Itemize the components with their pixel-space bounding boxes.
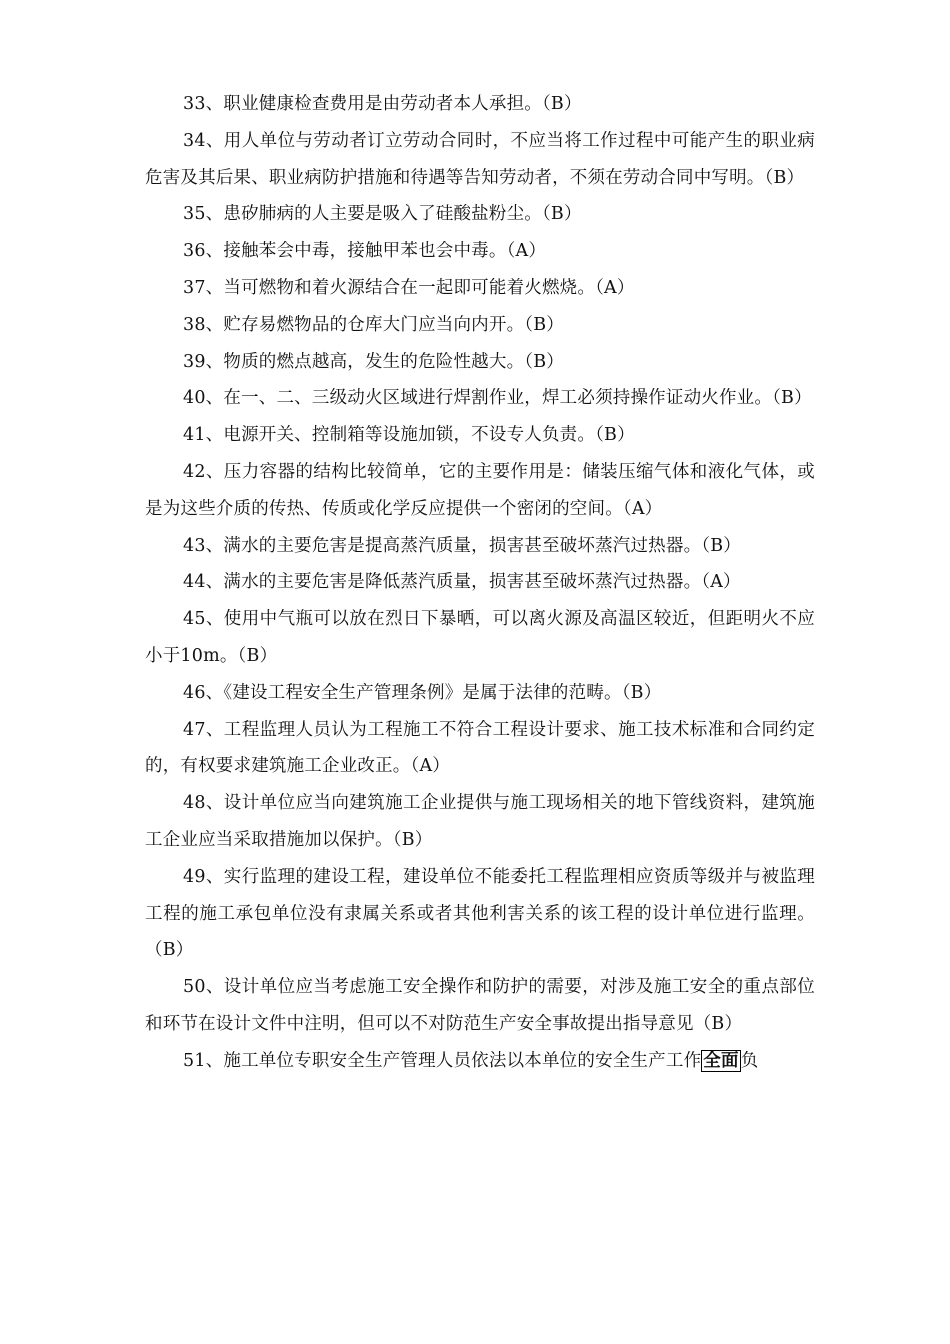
question-item-36: 36、接触苯会中毒，接触甲苯也会中毒。（A） xyxy=(183,241,547,262)
question-item-44: 44、满水的主要危害是降低蒸汽质量，损害甚至破坏蒸汽过热器。（A） xyxy=(183,572,741,593)
question-item-42: 42、压力容器的结构比较简单，它的主要作用是：储装压缩气体和液化气体，或是为这些介质的传热、传质或化学反应提供一个密闭的空间。（A） xyxy=(145,461,815,519)
question-item-47: 47、工程监理人员认为工程施工不符合工程设计要求、施工技术标准和合同约定的，有权要求建筑施工企业改正。（A） xyxy=(145,719,815,777)
question-item-35: 35、患矽肺病的人主要是吸入了硅酸盐粉尘。（B） xyxy=(183,204,582,225)
question-item-48: 48、设计单位应当向建筑施工企业提供与施工现场相关的地下管线资料，建筑施工企业应当采取措施加以保护。（B） xyxy=(145,793,815,850)
question-item-41: 41、电源开关、控制箱等设施加锁，不设专人负责。（B） xyxy=(183,425,635,446)
question-item-33: 33、职业健康检查费用是由劳动者本人承担。（B） xyxy=(183,94,582,114)
question-item-51-continued: 负 xyxy=(740,1050,759,1071)
question-item-37: 37、当可燃物和着火源结合在一起即可能着火燃烧。（A） xyxy=(183,277,635,298)
question-item-40: 40、在一、二、三级动火区域进行焊割作业，焊工必须持操作证动火作业。（B） xyxy=(183,388,812,409)
question-item-51-text: 51、施工单位专职安全生产管理人员依法以本单位的安全生产工作 xyxy=(183,1050,702,1071)
question-item-34: 34、用人单位与劳动者订立劳动合同时，不应当将工作过程中可能产生的职业病危害及其后果、职业病防护措施和待遇等告知劳动者，不须在劳动合同中写明。（B） xyxy=(145,130,815,188)
question-item-39: 39、物质的燃点越高，发生的危险性越大。（B） xyxy=(183,351,564,372)
question-list xyxy=(145,86,815,1080)
question-item-51 xyxy=(145,1043,815,1080)
question-item-46: 46、《建设工程安全生产管理条例》是属于法律的范畴。（B） xyxy=(183,682,662,703)
question-item-43: 43、满水的主要危害是提高蒸汽质量，损害甚至破坏蒸汽过热器。（B） xyxy=(183,535,741,556)
question-item-50: 50、设计单位应当考虑施工安全操作和防护的需要，对涉及施工安全的重点部位和环节在设计文件中注明，但可以不对防范生产安全事故提出指导意见（B） xyxy=(145,977,815,1034)
question-item-45: 45、使用中气瓶可以放在烈日下暴晒，可以离火源及高温区较近，但距明火不应小于10m。（B） xyxy=(145,609,815,666)
question-item-49: 49、实行监理的建设工程，建设单位不能委托工程监理相应资质等级并与被监理工程的施工承包单位没有隶属关系或者其他利害关系的该工程的设计单位进行监理。（B） xyxy=(145,866,815,961)
highlighted-word: 全面 xyxy=(703,1050,739,1071)
question-item-38: 38、贮存易燃物品的仓库大门应当向内开。（B） xyxy=(183,314,564,335)
